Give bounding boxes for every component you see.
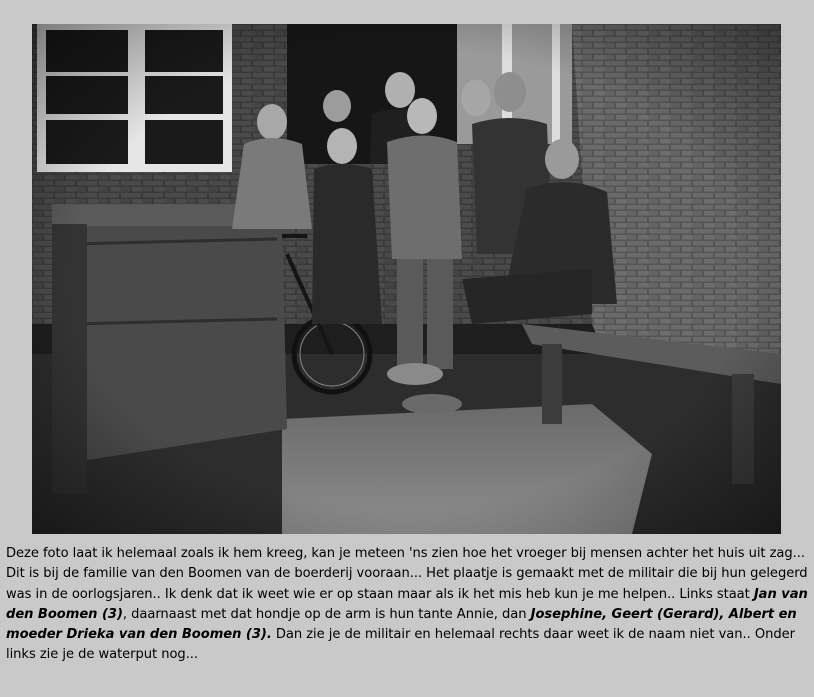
caption-names-family: Josephine, Geert (Gerard), Albert en moeder Drieka van den Boomen (3). [6, 606, 797, 643]
caption-outro: Dan zie je de militair en helemaal rechts daar weet ik de naam niet van.. Onder links zie je de waterput nog... [6, 627, 795, 663]
photo-caption [6, 544, 810, 666]
caption-middle: , daarnaast met dat hondje op de arm is hun tante Annie, dan [122, 606, 531, 622]
caption-name-jan: Jan van den Boomen (3) [6, 586, 808, 622]
historic-photo [32, 24, 781, 534]
caption-intro: Deze foto laat ik helemaal zoals ik hem kreeg, kan je meteen 'ns zien hoe het vroeger bij mensen achter het huis uit zag... Dit is bij de familie van den Boomen van de boerderij vooraan... Het plaatje is gemaakt met de militair die bij hun gelegerd was in de oorlogsjaren.. Ik denk dat ik weet wie er op staan maar als ik het mis heb kun je me helpen.. Links staat [6, 546, 808, 602]
photo-image [32, 24, 781, 534]
